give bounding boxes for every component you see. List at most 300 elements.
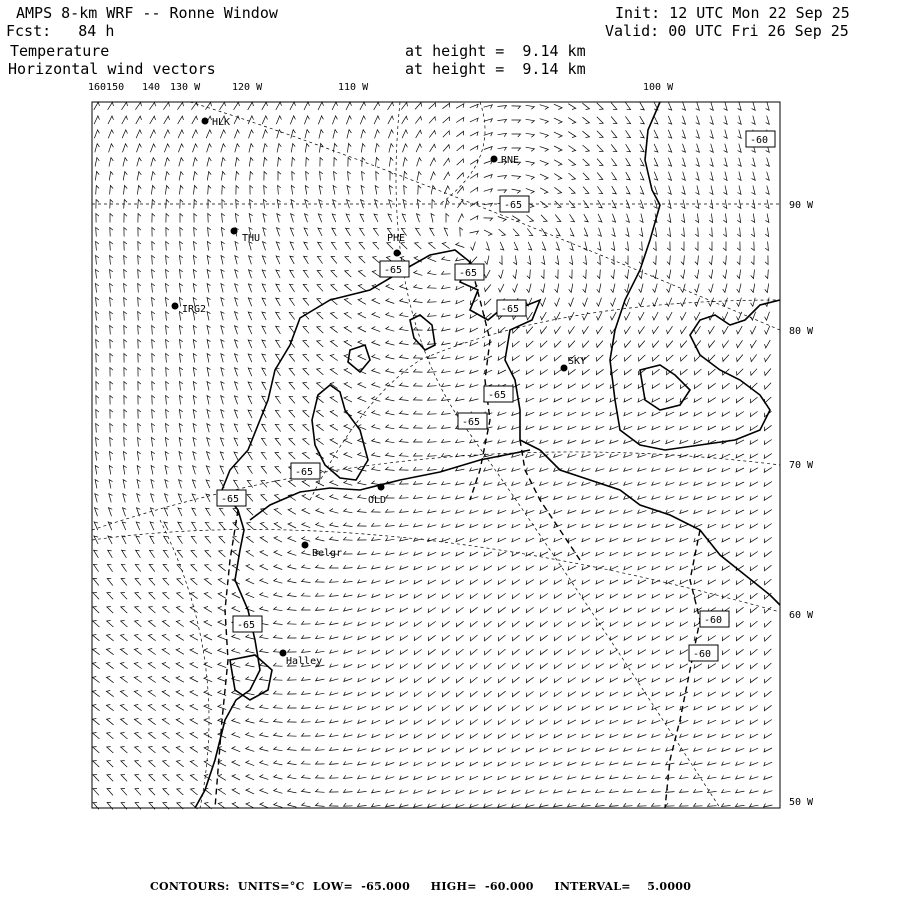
wind-barb — [639, 284, 643, 293]
contour-label — [746, 131, 775, 147]
wind-barb — [640, 214, 644, 223]
wind-barb — [248, 298, 252, 306]
wind-barb — [96, 368, 99, 377]
wind-barb — [124, 410, 127, 419]
wind-barb — [289, 355, 295, 362]
wind-barb — [526, 482, 535, 486]
wind-barb — [180, 270, 183, 279]
wind-barb — [568, 762, 577, 766]
wind-barb — [569, 312, 575, 320]
wind-barb — [526, 119, 535, 123]
wind-barb — [736, 440, 744, 444]
wind-barb — [414, 692, 421, 697]
wind-barb — [668, 186, 672, 195]
wind-barb — [736, 720, 744, 724]
wind-barb — [624, 468, 633, 472]
wind-barb — [611, 103, 617, 110]
wind-barb — [162, 691, 170, 697]
wind-barb — [694, 398, 702, 403]
wind-barb — [484, 189, 493, 193]
wind-barb — [471, 242, 476, 251]
wind-barb — [512, 356, 519, 361]
wind-barb — [330, 565, 339, 568]
wind-barb — [389, 158, 393, 167]
wind-barb — [123, 158, 127, 167]
wind-barb — [597, 326, 603, 333]
wind-barb — [470, 231, 479, 235]
wind-barb — [428, 621, 435, 626]
wind-barb — [737, 242, 740, 251]
wind-barb — [191, 565, 197, 572]
station-label-phe: PHE — [387, 233, 406, 244]
wind-barb — [414, 524, 423, 528]
wind-barb — [652, 748, 661, 752]
wind-barb — [766, 186, 770, 195]
wind-barb — [400, 481, 409, 484]
wind-barb — [386, 566, 395, 570]
wind-barb — [400, 678, 408, 683]
wind-barb — [221, 312, 225, 321]
wind-barb — [330, 355, 337, 361]
wind-barb — [260, 761, 269, 766]
wind-barb — [358, 383, 366, 388]
wind-barb — [417, 172, 421, 181]
wind-barb — [568, 678, 576, 683]
wind-barb — [288, 551, 297, 556]
wind-barb — [568, 580, 576, 584]
wind-barb — [120, 705, 127, 711]
wind-barb — [750, 538, 758, 543]
wind-barb — [120, 663, 127, 669]
wind-barb — [430, 228, 435, 236]
wind-barb — [428, 635, 435, 640]
wind-barb — [681, 341, 687, 348]
wind-barb — [751, 256, 754, 265]
wind-barb — [764, 776, 772, 780]
wind-barb — [402, 116, 408, 124]
wind-barb — [386, 580, 394, 584]
wind-barb — [123, 466, 126, 475]
wind-barb — [708, 383, 715, 388]
wind-barb — [346, 228, 351, 236]
wind-barb — [442, 243, 449, 249]
wind-barb — [289, 397, 295, 404]
wind-barb — [736, 789, 745, 793]
wind-barb — [652, 426, 660, 430]
wind-barb — [248, 354, 252, 362]
wind-barb — [316, 719, 325, 722]
wind-barb — [124, 396, 127, 405]
wind-barb — [638, 678, 646, 682]
wind-barb — [666, 636, 674, 641]
wind-barb — [512, 176, 521, 180]
wind-barb — [276, 116, 281, 124]
wind-barb — [666, 706, 674, 710]
wind-barb — [262, 368, 266, 376]
wind-barb — [262, 424, 267, 432]
wind-barb — [667, 326, 673, 333]
wind-barb — [110, 368, 113, 377]
wind-barb — [652, 468, 661, 472]
wind-barb — [274, 509, 281, 515]
wind-barb — [248, 102, 254, 110]
valid-time: Valid: 00 UTC Fri 26 Sep 25 — [605, 22, 849, 40]
wind-barb — [204, 621, 212, 627]
wind-barb — [403, 158, 407, 167]
contour-label — [380, 261, 409, 277]
wind-barb — [597, 341, 603, 348]
wind-barb — [374, 116, 379, 124]
wind-barb — [190, 593, 197, 599]
wind-barb — [372, 439, 381, 443]
wind-barb — [638, 412, 646, 416]
wind-barb — [372, 327, 380, 332]
wind-barb — [347, 186, 351, 195]
wind-barb — [205, 522, 210, 529]
wind-barb — [262, 382, 266, 390]
wind-barb — [302, 453, 309, 459]
wind-barb — [638, 496, 647, 500]
wind-barb — [667, 270, 671, 279]
wind-barb — [414, 509, 423, 512]
station-marker-old — [378, 484, 385, 491]
wind-barb — [318, 116, 323, 124]
wind-barb — [736, 510, 744, 514]
wind-barb — [444, 228, 448, 236]
wind-barb — [723, 284, 727, 293]
wind-barb — [498, 552, 506, 556]
wind-barb — [723, 355, 729, 362]
wind-barb — [372, 789, 381, 793]
wind-barb — [526, 384, 534, 388]
wind-barb — [582, 580, 590, 584]
wind-barb — [151, 466, 155, 475]
wind-barb — [386, 453, 395, 457]
wind-barb — [640, 144, 644, 152]
wind-barb — [386, 664, 394, 669]
wind-barb — [359, 243, 365, 250]
wind-barb — [596, 398, 604, 402]
wind-barb — [428, 776, 436, 780]
wind-barb — [498, 748, 506, 752]
wind-barb — [347, 130, 352, 139]
wind-barb — [610, 580, 618, 584]
wind-barb — [135, 579, 141, 586]
wind-barb — [668, 172, 672, 181]
wind-barb — [471, 257, 478, 264]
wind-barb — [135, 761, 142, 768]
wind-barb — [152, 270, 155, 279]
wind-barb — [274, 607, 283, 611]
wind-barb — [456, 328, 464, 332]
wind-barb — [137, 186, 141, 195]
wind-barb — [568, 524, 576, 528]
wind-barb — [152, 340, 155, 349]
wind-barb — [582, 650, 589, 655]
wind-barb — [680, 426, 688, 430]
wind-barb — [470, 188, 477, 193]
wind-barb — [569, 173, 576, 179]
wind-barb — [428, 762, 436, 766]
wind-barb — [372, 594, 380, 598]
wind-barb — [136, 130, 141, 138]
wind-barb — [360, 116, 365, 124]
wind-barb — [764, 524, 771, 529]
wind-barb — [316, 509, 324, 514]
wind-barb — [288, 719, 297, 722]
wind-barb — [330, 761, 339, 764]
wind-barb — [513, 229, 519, 236]
wind-barb — [765, 369, 771, 376]
wind-barb — [96, 410, 99, 419]
wind-barb — [278, 186, 281, 195]
wind-barb — [121, 593, 127, 600]
wind-barb — [610, 496, 619, 500]
wind-barb — [372, 566, 381, 570]
wind-barb — [442, 481, 451, 484]
wind-barb — [260, 593, 269, 598]
wind-barb — [358, 453, 367, 458]
wind-barb — [121, 621, 128, 628]
wind-barb — [316, 607, 325, 610]
wind-barb — [316, 677, 325, 681]
wind-barb — [680, 636, 688, 641]
wind-barb — [362, 172, 365, 181]
wind-barb — [164, 116, 170, 124]
wind-barb — [235, 312, 239, 321]
wind-barb — [624, 369, 631, 374]
wind-barb — [372, 425, 381, 430]
wind-barb — [249, 130, 254, 138]
wind-barb — [414, 467, 423, 470]
wind-barb — [737, 369, 744, 375]
wind-barb — [582, 789, 591, 793]
wind-barb — [176, 733, 183, 739]
wind-barb — [330, 803, 339, 806]
wind-barb — [344, 369, 352, 375]
station-marker-belgr — [302, 542, 309, 549]
wind-barb — [264, 172, 267, 181]
wind-barb — [191, 789, 198, 795]
wind-barb — [414, 594, 422, 598]
wind-barb — [540, 440, 549, 444]
wind-barb — [696, 172, 700, 181]
wind-barb — [471, 621, 478, 627]
wind-barb — [736, 426, 744, 431]
wind-barb — [138, 340, 141, 349]
wind-barb — [498, 440, 507, 444]
wind-barb — [344, 537, 353, 540]
wind-barb — [499, 635, 506, 641]
wind-barb — [414, 299, 423, 303]
wind-barb — [597, 355, 604, 361]
wind-barb — [148, 733, 155, 739]
wind-barb — [190, 775, 197, 781]
wind-barb — [751, 593, 758, 599]
wind-barb — [541, 326, 547, 333]
wind-barb — [414, 580, 422, 584]
wind-barb — [597, 270, 600, 279]
wind-barb — [334, 172, 337, 181]
wind-barb — [179, 284, 182, 293]
wind-barb — [414, 720, 422, 725]
wind-barb — [414, 804, 423, 808]
wind-barb — [638, 734, 647, 738]
wind-barb — [456, 762, 464, 766]
wind-barb — [484, 538, 492, 542]
wind-barb — [766, 158, 770, 167]
wind-barb — [246, 733, 255, 738]
wind-barb — [428, 790, 436, 794]
wind-barb — [178, 536, 183, 543]
wind-barb — [274, 663, 283, 666]
wind-barb — [750, 776, 759, 780]
wind-barb — [96, 312, 99, 321]
wind-barb — [178, 130, 183, 138]
wind-barb — [386, 748, 394, 752]
wind-barb — [415, 243, 422, 249]
wind-barb — [723, 256, 726, 265]
wind-barb — [752, 172, 756, 181]
wind-barb — [596, 706, 604, 710]
wind-barb — [526, 677, 533, 682]
wind-barb — [358, 594, 367, 598]
wind-barb — [722, 482, 730, 486]
wind-barb — [135, 607, 142, 614]
wind-barb — [166, 382, 169, 391]
wind-barb — [288, 593, 297, 597]
svg-text:-65: -65 — [462, 417, 481, 428]
wind-barb — [582, 776, 591, 780]
wind-barb — [358, 734, 367, 738]
wind-barb — [108, 522, 112, 530]
wind-barb — [470, 748, 478, 752]
wind-barb — [344, 341, 352, 347]
wind-barb — [750, 468, 758, 472]
wind-barb — [400, 608, 408, 612]
wind-barb — [374, 214, 378, 222]
wind-barb — [246, 551, 254, 557]
wind-barb — [724, 144, 728, 153]
wind-barb — [221, 298, 225, 307]
wind-barb — [121, 747, 128, 753]
wind-barb — [666, 440, 674, 444]
wind-barb — [275, 424, 280, 431]
wind-barb — [680, 720, 688, 724]
wind-barb — [582, 692, 590, 697]
wind-barb — [248, 424, 252, 432]
wind-barb — [736, 454, 744, 458]
wind-barb — [610, 440, 619, 444]
wind-barb — [107, 719, 114, 725]
wind-barb — [526, 538, 534, 542]
wind-barb — [415, 103, 422, 110]
wind-barb — [177, 593, 184, 599]
wind-barb — [96, 270, 99, 279]
wind-barb — [582, 762, 591, 766]
wind-barb — [400, 327, 409, 331]
wind-barb — [666, 398, 674, 402]
wind-barb — [764, 454, 772, 459]
wind-barb — [400, 622, 408, 627]
wind-barb — [302, 733, 311, 736]
svg-text:-65: -65 — [237, 620, 256, 631]
wind-barb — [554, 621, 561, 626]
contour-label — [700, 611, 729, 627]
wind-barb — [400, 804, 409, 808]
wind-barb — [666, 650, 674, 654]
wind-barb — [456, 524, 464, 528]
wind-barb — [738, 130, 742, 139]
wind-barb — [694, 706, 702, 710]
wind-barb — [624, 678, 632, 682]
wind-barb — [666, 622, 674, 626]
wind-barb — [442, 594, 450, 599]
wind-barb — [446, 214, 449, 223]
wind-barb — [540, 663, 547, 668]
wind-barb — [554, 635, 561, 640]
wind-barb — [138, 270, 141, 279]
wind-barb — [96, 186, 99, 195]
wind-barb — [596, 454, 605, 458]
wind-barb — [750, 748, 758, 752]
wind-barb — [456, 790, 464, 794]
wind-barb — [554, 580, 562, 585]
wind-barb — [484, 161, 492, 165]
wind-barb — [680, 594, 688, 598]
wind-barb — [386, 537, 395, 540]
wind-barb — [442, 635, 449, 641]
wind-barb — [402, 130, 407, 138]
wind-barb — [456, 467, 465, 471]
wind-barb — [414, 762, 422, 766]
wind-barb — [652, 412, 660, 416]
wind-barb — [582, 426, 590, 430]
wind-barb — [666, 384, 674, 389]
wind-barb — [400, 355, 409, 359]
wind-barb — [206, 130, 211, 138]
wind-barb — [166, 298, 169, 307]
wind-barb — [540, 496, 548, 500]
wind-barb — [764, 705, 771, 710]
wind-barb — [442, 411, 451, 414]
wind-barb — [249, 214, 252, 223]
wind-barb — [470, 510, 479, 514]
wind-barb — [248, 396, 252, 404]
wind-barb — [596, 789, 605, 792]
wind-barb — [498, 176, 507, 179]
wind-barb — [428, 663, 435, 668]
wind-barb — [680, 496, 689, 500]
wind-barb — [262, 298, 266, 306]
wind-barb — [708, 510, 716, 514]
wind-barb — [554, 663, 561, 668]
wind-barb — [414, 411, 423, 414]
ice-front-lines — [215, 262, 700, 808]
wind-barb — [694, 383, 701, 388]
wind-barb — [110, 424, 113, 433]
wind-barb — [513, 341, 520, 347]
wind-barb — [234, 466, 238, 474]
wind-barb — [737, 270, 741, 279]
wind-barb — [582, 398, 590, 402]
wind-barb — [709, 228, 712, 237]
wind-barb — [292, 158, 295, 167]
wind-barb — [442, 496, 451, 500]
wind-barb — [177, 579, 183, 586]
wind-barb — [456, 607, 463, 612]
wind-barb — [470, 132, 478, 136]
